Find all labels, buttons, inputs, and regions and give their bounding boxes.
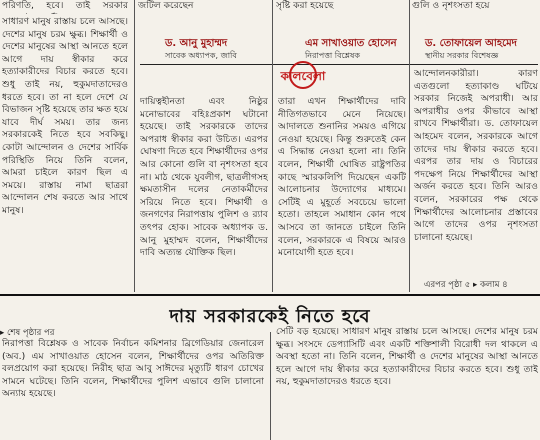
byline-tofail bbox=[425, 38, 539, 62]
column-rule bbox=[270, 332, 271, 440]
column-rule bbox=[409, 0, 410, 292]
byline-desc: নিরাপত্তা বিশ্লেষক bbox=[305, 50, 360, 60]
byline-anu-muhammad bbox=[165, 38, 265, 62]
column-rule bbox=[134, 0, 135, 292]
top-text-col4: গুলি ও নৃশংসতা হয়ে bbox=[412, 0, 490, 11]
byline-name: ড. আনু মুহাম্মদ bbox=[165, 38, 228, 49]
byline-desc: সাবেক অধ্যাপক, জাবি bbox=[165, 50, 237, 60]
byline-desc: স্থানীয় সরকার বিশেষজ্ঞ bbox=[425, 50, 499, 60]
continuation-label: ▸ শেষ পৃষ্ঠার পর bbox=[0, 328, 55, 338]
top-text-col1: পরিণতি, হবে। তাই সরকার bbox=[2, 0, 128, 11]
bottom-column-1: নিরাপত্তা বিশ্লেষক ও সাবেক নির্বাচন কমিশনার ব্রিগেডিয়ার জেনারেল (অব.) এম সাখাওয়াত হোসেন বলেন, শিক্ষার্থীদের ওপর অতিরিক্ত বলপ্রয়োগ করা হয়েছে। নিরীহ ছাত্র আবু সাঈদের মৃত্যুটি ধারণ চোখের সামনে ঘটেছে। তিনি বলেন, শিক্ষার্থীদের পুলিশ এভাবে গুলি চালানো অন্যায় হয়েছে। bbox=[2, 338, 264, 400]
article-column-1: সাধারণ মানুষ রাস্তায় চলে আসছে। দেশের মানুষ চরম ক্ষুব্ধ। শিক্ষার্থী ও দেশের মানুষের আস্থা আনতে হলে আগে দায় স্বীকার করে হত্যাকারীদের বিচার করতে হবে। শুধু তাই নয়, হুকুমদাতাদেরও ধরতে হবে। তা না হলে দেশে যে বিভাজন সৃষ্টি হয়েছে তার ক্ষত হয়ে যাবে দীর্ঘ সময়। তার জন্য সরকারকেই নিতে হবে সবকিছু। কোটা আন্দোলন ও দেশের সার্বিক পরিস্থিতি নিয়ে তিনি বলেন, আমরা চাইলে কারণ ছিল এ সময়ে। রাস্তায় নামা ছাত্ররা আন্দোলন শেষ করতে আর সাথে মানুষ। bbox=[2, 16, 128, 216]
column-rule bbox=[272, 0, 273, 292]
byline-name: ড. তোফায়েল আহমেদ bbox=[425, 38, 517, 49]
article-column-3: তারা এখন শিক্ষার্থীদের দাবি নীতিগতভাবে মেনে নিয়েছে। আদালতে শুনানির সময়ও এগিয়ে নেওয়া হয়েছে। কিন্তু শুরুতেই কেন এ সিদ্ধান্ত নেওয়া হলো না। তিনি বলেন, শিক্ষার্থী ঘোষিত রাষ্ট্রপতির কাছে স্মারকলিপি দিয়েছেন একটি আলোচনার উদ্যোগের মাধ্যমে। সেটিই এ মুহূর্তে সবচেয়ে ভালো হতো। তাহলে সমাধান কোন পথে আসবে তা জানতে চাইলে তিনি বলেন, সরকারকে এ বিষয়ে আরও মনোযোগী হতে হবে। bbox=[278, 96, 406, 259]
article-column-4: আন্দোলনকারীরা। কারণ এতগুলো হত্যাকাণ্ড ঘটিয়ে সরকার নিজেই অপরাধী। আর অপরাধীর ওপর কীভাবে আস্থা রাখবে শিক্ষার্থীরা। ড. তোফায়েল আহমেদ বলেন, সরকারকে আগে তাদের দায় স্বীকার করতে হবে। এরপর তার দায় ও বিচারের পদক্ষেপ নিয়ে শিক্ষার্থীদের আস্থা অর্জন করতে হবে। তিনি আরও বলেন, সরকারের পক্ষ থেকে শিক্ষার্থীদের আলোচনার প্রস্তাবের আগে তাদের ওপর নৃশংসতা চালানো হয়েছে। bbox=[414, 68, 538, 243]
jump-line: এরপর পৃষ্ঠা ৫ ▸ কলাম ৪ bbox=[424, 280, 508, 290]
headline: দায় সরকারকেই নিতে হবে bbox=[169, 306, 371, 327]
top-text-col2: জটিল করেছেন bbox=[138, 0, 194, 11]
top-text-col3: সৃষ্টি করা হয়েছে bbox=[276, 0, 334, 11]
bottom-column-2: সেটি বড় হয়েছে। সাধারণ মানুষ রাস্তায় চলে আসছে। দেশের মানুষ চরম ক্ষুব্ধ। সংসদে ডেপ্যাসিটি এবং একটি শক্তিশালী বিরোধী দল থাকলে এ অবস্থা হতো না। তিনি বলেন, শিক্ষার্থী ও দেশের মানুষের আস্থা আনতে হলে আগে দায় স্বীকার করে হত্যাকারীদের বিচার করতে হবে। শুধু তাই নয়, হুকুমদাতাদেরও ধরতে হবে। bbox=[276, 326, 538, 388]
logo-text: কালবেলা bbox=[280, 69, 326, 83]
kalbela-logo bbox=[268, 60, 338, 92]
byline-sakhawat bbox=[305, 38, 415, 62]
article-column-2: দায়িত্বহীনতা এবং নিষ্ঠুর মনোভাবের বহিঃপ্রকাশ ঘটানো হয়েছে। তাই সরকারকে তাদের অপরাধ স্বীকার করা উচিত। এরপর ঘোষণা দিতে হবে শিক্ষার্থীদের ওপর আর কোনো গুলি বা নৃশংসতা হবে না। মাঠ থেকে যুবলীগ, ছাত্রলীগসহ ক্ষমতাসীন দলের নেতাকর্মীদের সরিয়ে নিতে হবে। শিক্ষার্থী ও জনগণের নিরাপত্তায় পুলিশ ও র‌্যাব তৎপর হোক। সাবেক অধ্যাপক ড. আনু মুহাম্মদ বলেন, শিক্ষার্থীদের দাবি অত্যন্ত যৌক্তিক ছিল। bbox=[140, 96, 268, 259]
section-divider bbox=[0, 294, 540, 296]
caption-divider bbox=[140, 64, 538, 65]
byline-name: এম সাখাওয়াত হোসেন bbox=[305, 38, 397, 49]
